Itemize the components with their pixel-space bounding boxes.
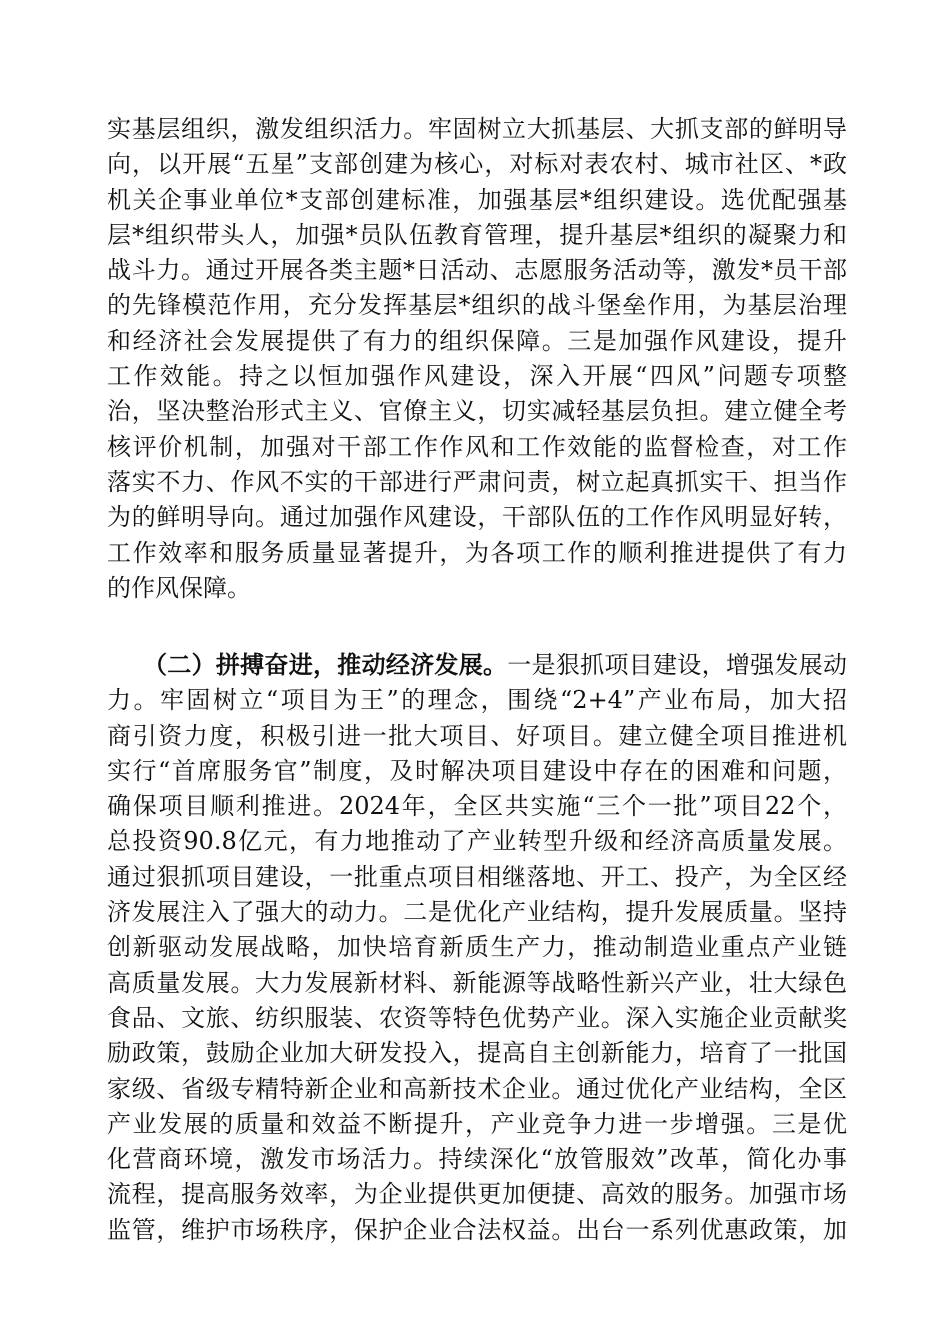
paragraph-2-line: 总投资90.8亿元，有力地推动了产业转型升级和经济高质量发展。 — [107, 827, 847, 856]
paragraph-1-line: 和经济社会发展提供了有力的组织保障。三是加强作风建设，提升 — [107, 326, 847, 355]
paragraph-1-line: 的先锋模范作用，充分发挥基层*组织的战斗堡垒作用，为基层治理 — [107, 291, 847, 320]
paragraph-2 — [107, 648, 847, 1248]
paragraph-1-line: 机关企事业单位*支部创建标准，加强基层*组织建设。选优配强基 — [107, 185, 847, 214]
paragraph-2-line: 家级、省级专精特新企业和高新技术企业。通过优化产业结构，全区 — [107, 1074, 847, 1103]
paragraph-2-line: 产业发展的质量和效益不断提升，产业竞争力进一步增强。三是优 — [107, 1109, 847, 1138]
paragraph-2-line: 力。牢固树立“项目为王”的理念，围绕“2+4”产业布局，加大招 — [107, 686, 847, 715]
paragraph-1-line: 层*组织带头人，加强*员队伍教育管理，提升基层*组织的凝聚力和 — [107, 220, 847, 249]
paragraph-2-line: 商引资力度，积极引进一批大项目、好项目。建立健全项目推进机 — [107, 721, 847, 750]
paragraph-1-line: 战斗力。通过开展各类主题*日活动、志愿服务活动等，激发*员干部 — [107, 256, 847, 285]
paragraph-2-line: 实行“首席服务官”制度，及时解决项目建设中存在的困难和问题， — [107, 756, 847, 785]
paragraph-1-line: 核评价机制，加强对干部工作作风和工作效能的监督检查，对工作 — [107, 432, 847, 461]
paragraph-2-line: 高质量发展。大力发展新材料、新能源等战略性新兴产业，壮大绿色 — [107, 968, 847, 997]
paragraph-2-first-line-text: 一是狠抓项目建设，增强发展动 — [507, 651, 847, 679]
paragraph-1-line: 工作效能。持之以恒加强作风建设，深入开展“四风”问题专项整 — [107, 362, 847, 391]
paragraph-2-line: 通过狠抓项目建设，一批重点项目相继落地、开工、投产，为全区经 — [107, 862, 847, 891]
paragraph-1-line: 工作效率和服务质量显著提升，为各项工作的顺利推进提供了有力 — [107, 538, 847, 567]
section-heading: （二）拼搏奋进，推动经济发展。 — [143, 651, 508, 679]
paragraph-1 — [107, 112, 847, 606]
paragraph-1-line-last: 的作风保障。 — [107, 573, 251, 602]
paragraph-2-first-line — [107, 648, 847, 683]
paragraph-2-line: 监管，维护市场秩序，保护企业合法权益。出台一系列优惠政策，加 — [107, 1215, 847, 1244]
paragraph-1-line: 治，坚决整治形式主义、官僚主义，切实减轻基层负担。建立健全考 — [107, 397, 847, 426]
paragraph-2-line: 创新驱动发展战略，加快培育新质生产力，推动制造业重点产业链 — [107, 933, 847, 962]
paragraph-1-line: 实基层组织，激发组织活力。牢固树立大抓基层、大抓支部的鲜明导 — [107, 115, 847, 143]
paragraph-2-line: 励政策，鼓励企业加大研发投入，提高自主创新能力，培育了一批国 — [107, 1039, 847, 1068]
paragraph-1-line: 落实不力、作风不实的干部进行严肃问责，树立起真抓实干、担当作 — [107, 467, 847, 496]
paragraph-2-line: 流程，提高服务效率，为企业提供更加便捷、高效的服务。加强市场 — [107, 1180, 847, 1209]
paragraph-2-line: 化营商环境，激发市场活力。持续深化“放管服效”改革，简化办事 — [107, 1145, 847, 1174]
paragraph-2-line: 济发展注入了强大的动力。二是优化产业结构，提升发展质量。坚持 — [107, 898, 847, 927]
paragraph-2-line: 确保项目顺利推进。2024年，全区共实施“三个一批”项目22个， — [107, 792, 847, 821]
paragraph-1-line: 向，以开展“五星”支部创建为核心，对标对表农村、城市社区、*政 — [107, 150, 847, 179]
paragraph-2-line: 食品、文旅、纺织服装、农资等特色优势产业。深入实施企业贡献奖 — [107, 1003, 847, 1032]
paragraph-1-line: 为的鲜明导向。通过加强作风建设，干部队伍的工作作风明显好转， — [107, 503, 847, 532]
